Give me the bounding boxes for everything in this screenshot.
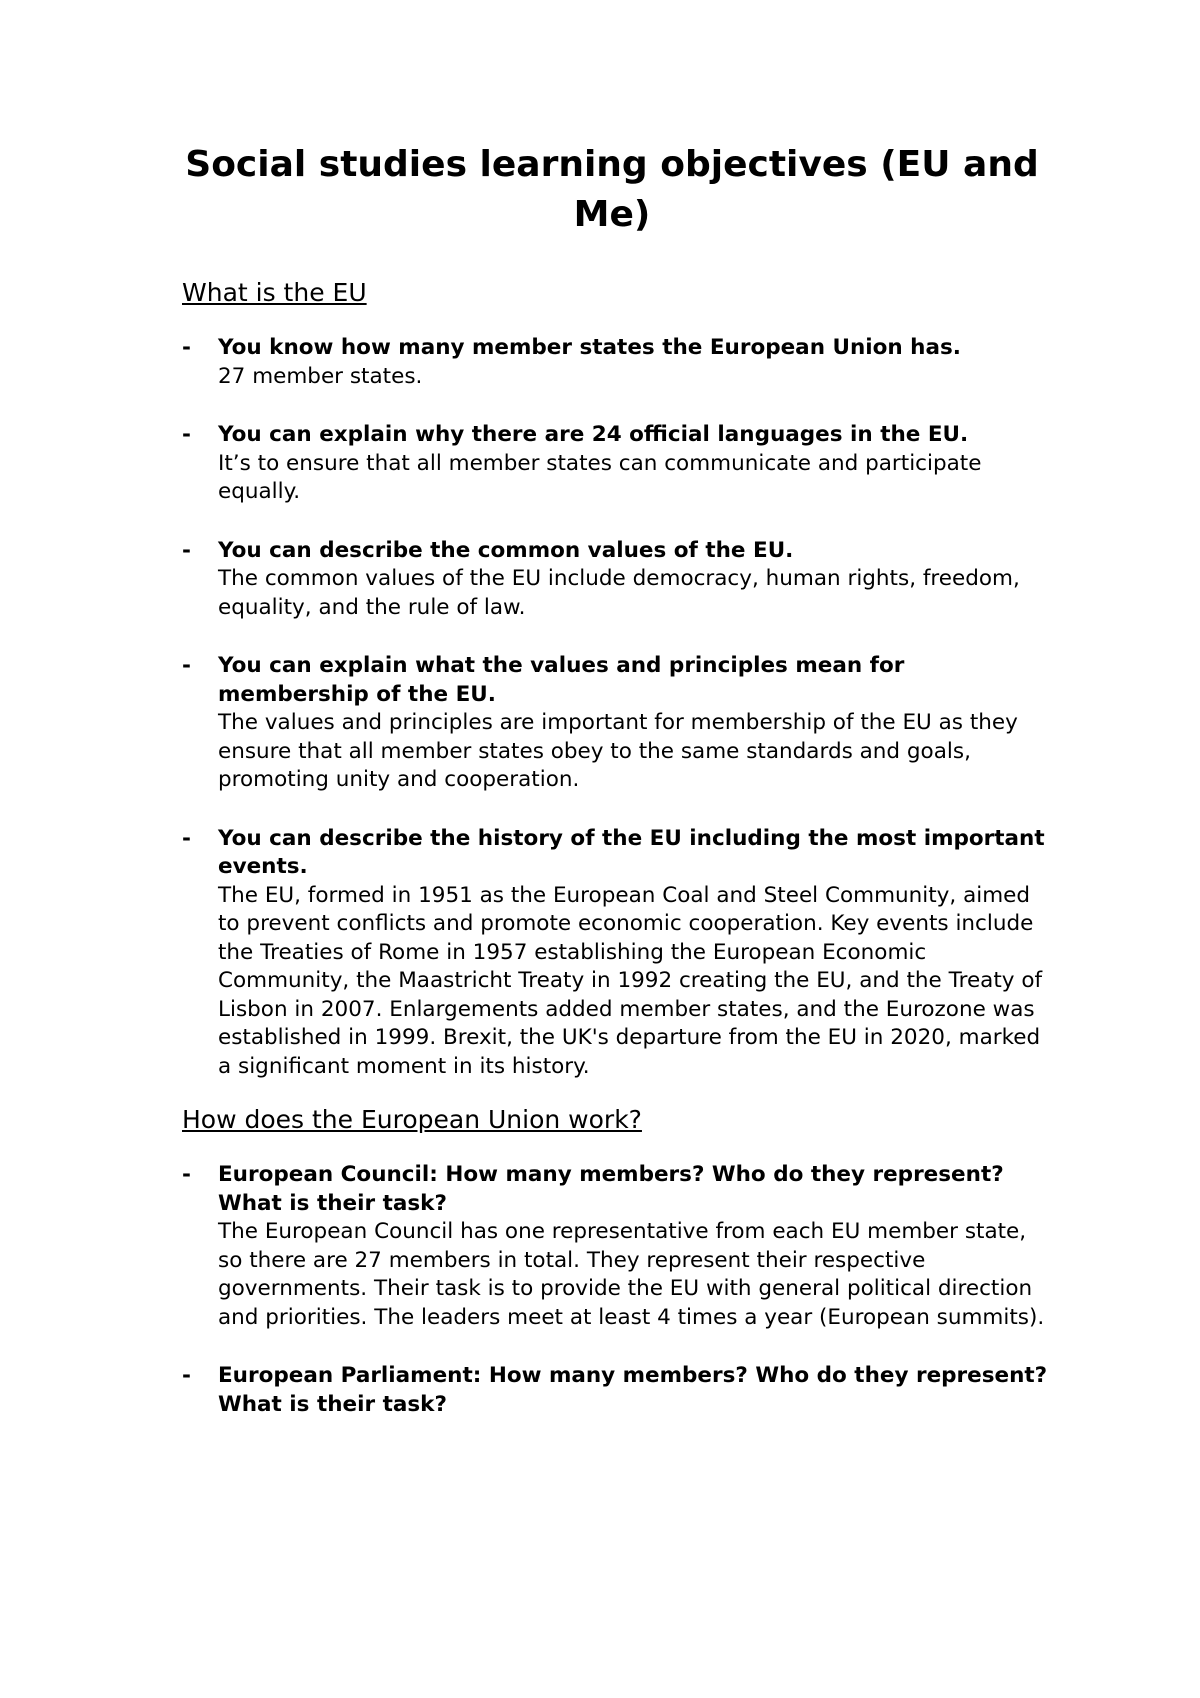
objectives-list-what-is-the-eu <box>182 334 1050 1081</box>
list-dash: - <box>182 422 191 447</box>
list-dash: - <box>182 1162 191 1187</box>
objective-question: You know how many member states the European Union has. <box>218 335 961 360</box>
objective-values-membership <box>182 652 1050 795</box>
objective-answer: The common values of the EU include democracy, human rights, freedom, equality, and the rule of law. <box>218 566 1020 620</box>
objective-official-languages <box>182 421 1050 507</box>
objective-european-council <box>182 1161 1050 1332</box>
objective-question: You can explain why there are 24 official languages in the EU. <box>218 422 969 447</box>
objective-answer: 27 member states. <box>218 363 423 389</box>
objective-european-parliament <box>182 1362 1050 1419</box>
section-heading-what-is-the-eu: What is the EU <box>182 278 367 307</box>
objective-question: You can describe the history of the EU including the most important events. <box>218 825 1045 879</box>
list-dash: - <box>182 335 191 360</box>
list-dash: - <box>182 825 191 851</box>
objective-question: European Council: How many members? Who do they represent? What is their task? <box>218 1162 1004 1216</box>
objective-question: You can explain what the values and principles mean for membership of the EU. <box>218 653 905 707</box>
document-title: Social studies learning objectives (EU and Me) <box>185 144 1039 235</box>
objectives-list-how-eu-works <box>182 1161 1050 1419</box>
objective-question: European Parliament: How many members? Who do they represent? What is their task? <box>218 1363 1048 1417</box>
objective-answer: The values and principles are important for membership of the EU as they ensure that all member states obey to the same standards and goals, promoting unity and cooperation. <box>218 710 1018 792</box>
list-dash: - <box>182 653 191 678</box>
objective-common-values <box>182 537 1050 623</box>
objective-answer: It’s to ensure that all member states can communicate and participate equally. <box>218 450 982 504</box>
list-dash: - <box>182 1363 191 1388</box>
objective-question: You can describe the common values of the EU. <box>218 537 794 563</box>
objective-answer: The European Council has one representative from each EU member state, so there are 27 members in total. They represent their respective governments. Their task is to provide the EU with general political direction and priorities. The leaders meet at least 4 times a year (European summits). <box>218 1219 1045 1330</box>
objective-member-states <box>182 334 1050 391</box>
section-heading-how-eu-works: How does the European Union work? <box>182 1105 642 1134</box>
objective-answer: The EU, formed in 1951 as the European Coal and Steel Community, aimed to prevent conflicts and promote economic cooperation. Key events include the Treaties of Rome in 1957 establishing the European Economic Community, the Maastricht Treaty in 1992 creating the EU, and the Treaty of Lisbon in 2007. Enlargements added member states, and the Eurozone was established in 1999. Brexit, the UK's departure from the EU in 2020, marked a significant moment in its history. <box>218 882 1043 1079</box>
objective-history <box>182 825 1050 1082</box>
list-dash: - <box>182 537 191 563</box>
